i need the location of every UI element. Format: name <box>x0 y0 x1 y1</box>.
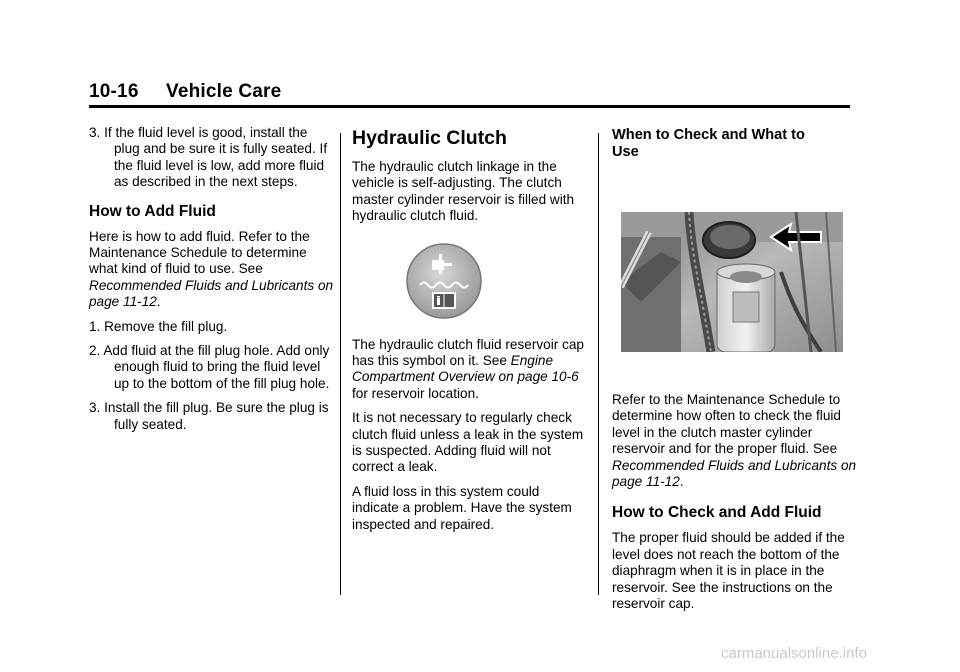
clutch-paragraph-2-end: for reservoir location. <box>352 385 479 401</box>
when-to-check-text: Refer to the Maintenance Schedule to determine how often to check the fluid level in the clutch master cylinder reservoir and for the proper fluid. See <box>612 392 841 457</box>
clutch-paragraph-3: It is not necessary to regularly check clutch fluid unless a leak in the system is suspected. Adding fluid will not correct a leak. <box>352 410 584 475</box>
recommended-fluids-reference-link[interactable]: Recommended Fluids and Lubricants on page 11-12 <box>612 457 857 490</box>
step-3-check: 3. If the fluid level is good, install the plug and be sure it is fully seated. If the fluid level is low, add more fluid as described in the next steps. <box>89 125 328 190</box>
clutch-paragraph-1: The hydraulic clutch linkage in the vehicle is self-adjusting. The clutch master cylinder reservoir is filled with hydraulic clutch fluid. <box>352 159 575 224</box>
reservoir-photo-image <box>621 212 843 352</box>
step-2: 2. Add fluid at the fill plug hole. Add only enough fluid to bring the fluid level up to the bottom of the fill plug hole. <box>89 343 330 391</box>
heading-how-to-check-and-add: How to Check and Add Fluid <box>612 504 822 522</box>
column-divider-2 <box>598 133 599 595</box>
clutch-paragraph-4: A fluid loss in this system could indicate a problem. Have the system inspected and repaired. <box>352 483 572 532</box>
engine-compartment-reference-link[interactable]: Engine Compartment Overview on page 10-6 <box>352 353 579 385</box>
header-rule <box>89 105 850 108</box>
page-header <box>89 81 850 107</box>
when-to-check-end: . <box>679 474 684 490</box>
clutch-paragraph-2 <box>352 337 584 403</box>
add-fluid-reference-link[interactable]: Recommended Fluids and Lubricants on page 11-12 <box>89 277 334 310</box>
add-fluid-intro-end: . <box>156 294 161 310</box>
page-title: 10-16 Vehicle Care <box>89 81 282 102</box>
heading-how-to-add-fluid: How to Add Fluid <box>89 202 216 220</box>
watermark: carmanualsonline.info <box>721 645 867 662</box>
clutch-paragraph-2-text: The hydraulic clutch fluid reservoir cap has this symbol on it. See <box>352 336 584 369</box>
column-2 <box>352 125 584 541</box>
clutch-fluid-symbol <box>352 235 584 327</box>
when-to-check-paragraph <box>612 392 862 490</box>
column-divider-1 <box>340 133 341 595</box>
step-3-install: 3. Install the fill plug. Be sure the plug is fully seated. <box>89 400 329 432</box>
heading-when-to-check: When to Check and What to Use <box>612 127 805 160</box>
reservoir-photo <box>621 212 843 352</box>
add-fluid-intro-text: Here is how to add fluid. Refer to the Maintenance Schedule to determine what kind of fluid to use. See <box>89 228 310 277</box>
column-3 <box>612 125 862 620</box>
add-fluid-intro <box>89 229 334 311</box>
clutch-fluid-symbol-icon <box>404 241 484 321</box>
check-and-add-paragraph: The proper fluid should be added if the level does not reach the bottom of the diaphragm when it is in place in the reservoir. See the instructions on the reservoir cap. <box>612 530 845 612</box>
step-1: 1. Remove the fill plug. <box>89 318 228 334</box>
column-1 <box>89 125 334 441</box>
heading-hydraulic-clutch: Hydraulic Clutch <box>352 127 507 149</box>
